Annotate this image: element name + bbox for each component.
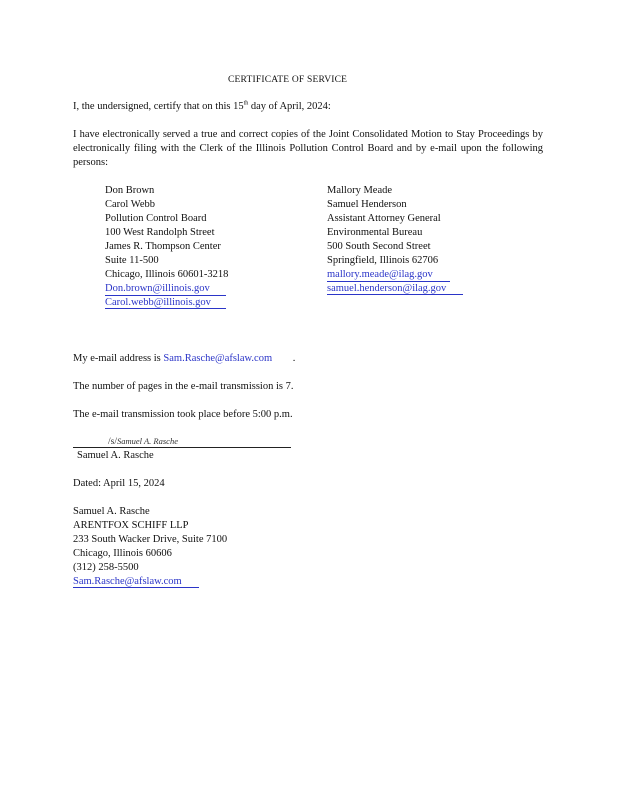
signature-block-line: (312) 258-5500 xyxy=(73,562,139,573)
email-link-carol-webb[interactable]: Carol.webb@illinois.gov xyxy=(105,297,211,308)
certify-suffix: day of April, 2024: xyxy=(250,101,331,112)
left-recipient-line: Chicago, Illinois 60601-3218 xyxy=(105,269,229,280)
left-recipient-line: James R. Thompson Center xyxy=(105,241,221,252)
certify-prefix: I, the undersigned, certify that on this 15 xyxy=(73,101,244,112)
email-underline xyxy=(327,294,463,295)
certification-line xyxy=(73,100,331,113)
left-recipient-line: 100 West Randolph Street xyxy=(105,227,215,238)
sender-email-link[interactable]: Sam.Rasche@afslaw.com xyxy=(163,353,273,364)
email-address-prefix: My e-mail address is xyxy=(73,353,161,364)
dated-line: Dated: April 15, 2024 xyxy=(73,478,165,489)
pages-statement: The number of pages in the e-mail transmission is 7. xyxy=(73,381,294,392)
time-statement: The e-mail transmission took place before 5:00 p.m. xyxy=(73,409,293,420)
signature-block-line: 233 South Wacker Drive, Suite 7100 xyxy=(73,534,228,545)
certify-superscript: th xyxy=(243,100,249,107)
signature-printed-name: Samuel A. Rasche xyxy=(77,450,154,461)
right-recipient-line: Environmental Bureau xyxy=(327,227,423,238)
left-recipient-line: Don Brown xyxy=(105,185,155,196)
service-paragraph: I have electronically served a true and correct copies of the Joint Consolidated Motion to Stay Proceedings by electronically filing with the Clerk of the Illinois Pollution Control Board and by e-mail upon the following persons: xyxy=(73,129,543,168)
right-recipient-line: Mallory Meade xyxy=(327,185,393,196)
document-title: CERTIFICATE OF SERVICE xyxy=(228,75,348,85)
left-recipient-line: Suite 11-500 xyxy=(105,255,159,266)
email-address-suffix: . xyxy=(292,353,296,364)
signature-block-line: Samuel A. Rasche xyxy=(73,506,150,517)
signature-script: Samuel A. Rasche xyxy=(116,436,178,446)
right-recipient-line: Springfield, Illinois 62706 xyxy=(327,255,439,266)
signature-block-line: ARENTFOX SCHIFF LLP xyxy=(73,520,189,531)
email-link-samuel-henderson[interactable]: samuel.henderson@ilag.gov xyxy=(327,283,447,294)
left-recipient-line: Pollution Control Board xyxy=(105,213,207,224)
email-address-line xyxy=(73,352,295,365)
left-recipient-line: Carol Webb xyxy=(105,199,155,210)
right-recipient-line: Samuel Henderson xyxy=(327,199,407,210)
right-recipient-line: Assistant Attorney General xyxy=(327,213,441,224)
signature-slash: /s/ xyxy=(108,437,117,447)
email-underline xyxy=(73,587,199,588)
signature-block-line: Chicago, Illinois 60606 xyxy=(73,548,172,559)
email-underline xyxy=(105,308,226,309)
email-link-mallory-meade[interactable]: mallory.meade@ilag.gov xyxy=(327,269,433,280)
right-recipient-line: 500 South Second Street xyxy=(327,241,431,252)
email-link-don-brown[interactable]: Don.brown@illinois.gov xyxy=(105,283,210,294)
signature-email-link[interactable]: Sam.Rasche@afslaw.com xyxy=(73,576,182,587)
signature-rule xyxy=(73,447,291,448)
